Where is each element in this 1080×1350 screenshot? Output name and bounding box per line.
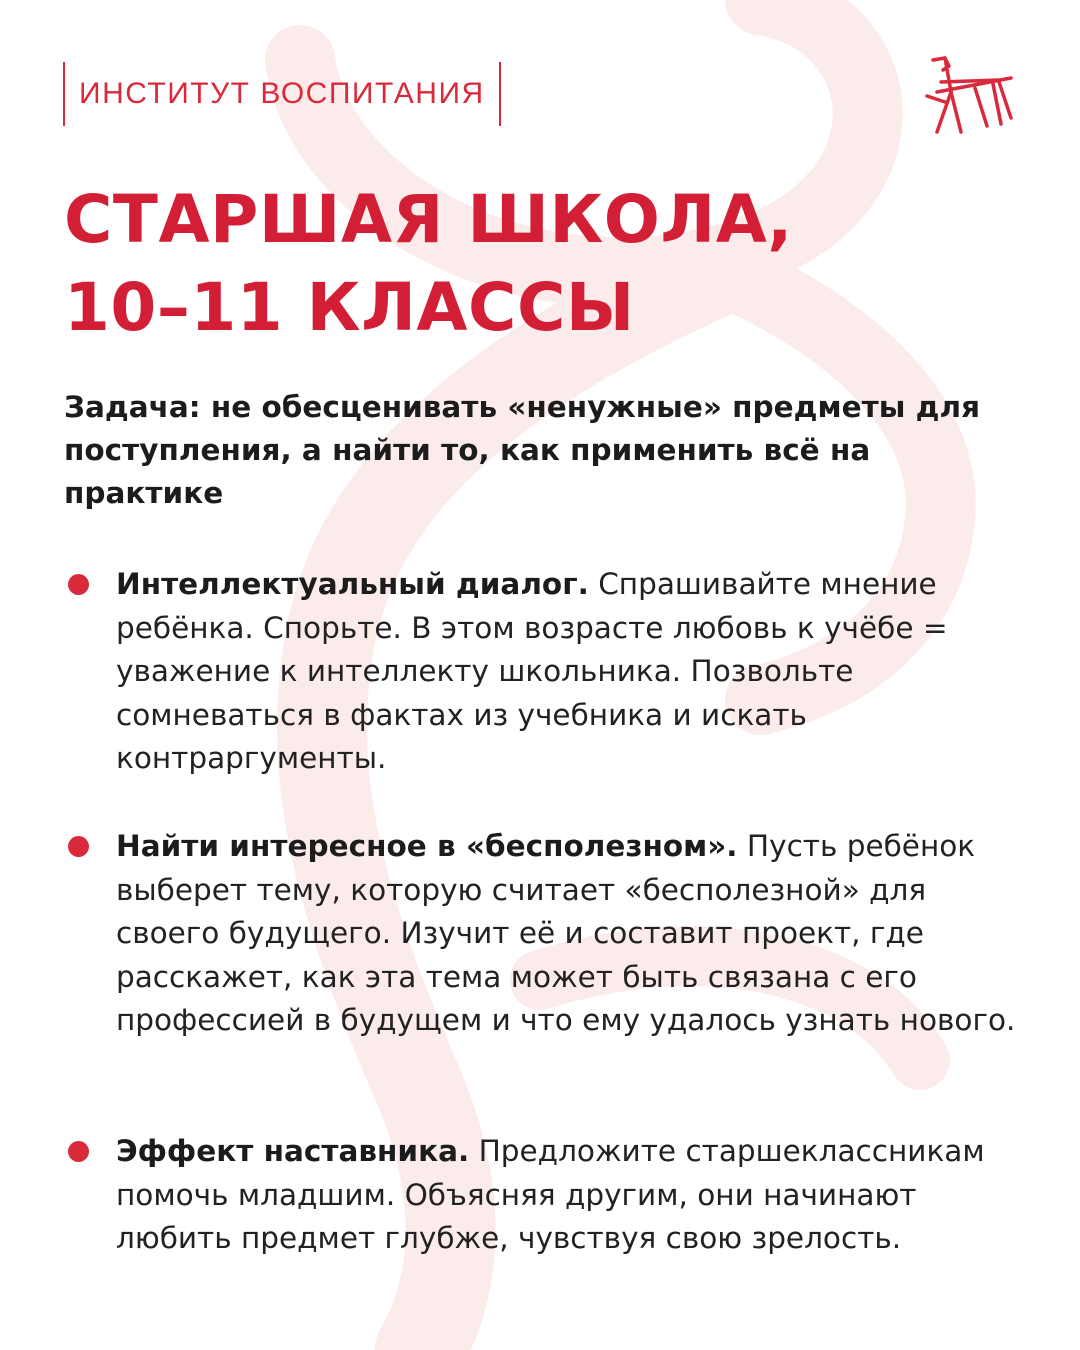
- task-statement: Задача: не обесценивать «ненужные» предметы для поступления, а найти то, как применить всё на практике: [64, 390, 981, 510]
- header-divider-right: [499, 62, 501, 126]
- page-title-line-1: СТАРШАЯ ШКОЛА,: [64, 181, 793, 258]
- list-item: [116, 563, 1016, 781]
- bullet-dot-icon: [68, 1141, 89, 1162]
- list-item-lead: Эффект наставника.: [116, 1134, 470, 1168]
- horse-logo-icon: [915, 52, 1025, 138]
- brand-name: ИНСТИТУТ ВОСПИТАНИЯ: [79, 77, 485, 110]
- list-item-text: Предложите старшеклассникам помочь младшим. Объясняя другим, они начинают любить предмет глубже, чувствуя свою зрелость.: [116, 1134, 985, 1255]
- page-title: [64, 176, 793, 352]
- list-item: [116, 825, 1016, 1043]
- list-item-text: Спрашивайте мнение ребёнка. Спорьте. В этом возрасте любовь к учёбе = уважение к интеллекту школьника. Позвольте сомневаться в фактах из учебника и искать контраргументы.: [116, 567, 948, 775]
- list-item-lead: Найти интересное в «бесполезном».: [116, 829, 738, 863]
- page-title-line-2: 10–11 КЛАССЫ: [64, 269, 635, 346]
- list-item: [116, 1130, 1016, 1261]
- brand-header: [63, 62, 501, 126]
- bullet-dot-icon: [68, 836, 89, 857]
- list-item-lead: Интеллектуальный диалог.: [116, 567, 589, 601]
- bullet-dot-icon: [68, 574, 89, 595]
- list-item-text: Пусть ребёнок выберет тему, которую считает «бесполезной» для своего будущего. Изучит её и составит проект, где расскажет, как эта тема может быть связана с его профессией в будущем и что ему удалось узнать нового.: [116, 829, 1016, 1037]
